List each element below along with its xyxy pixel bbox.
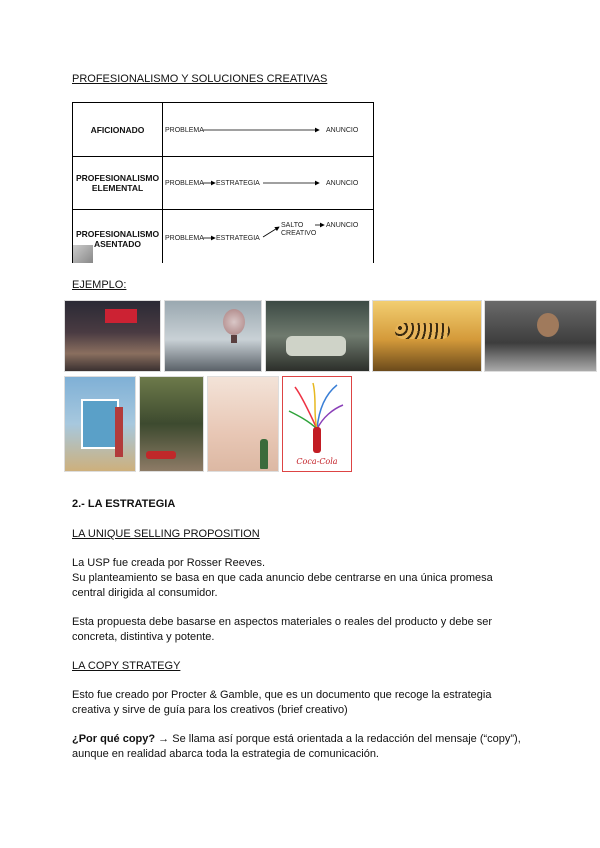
copy-line-2: creativa y sirve de guía para los creativos (brief creativo)	[72, 704, 348, 716]
usp-para2-line-2: concreta, distintiva y potente.	[72, 631, 215, 643]
step-problema: PROBLEMA	[165, 127, 204, 134]
section-title: PROFESIONALISMO Y SOLUCIONES CREATIVAS	[72, 73, 328, 85]
example-title: EJEMPLO:	[72, 279, 127, 291]
copy-strategy-title: LA COPY STRATEGY	[72, 660, 181, 672]
step-anuncio: ANUNCIO	[326, 180, 359, 187]
step-salto-creativo: SALTO CREATIVO	[281, 222, 317, 237]
copy-line-4: aunque en realidad abarca toda la estrategia de comunicación.	[72, 748, 379, 760]
step-anuncio: ANUNCIO	[326, 127, 359, 134]
step-estrategia: ESTRATEGIA	[216, 235, 260, 242]
step-estrategia: ESTRATEGIA	[216, 180, 260, 187]
ad-image-hallway	[139, 376, 204, 472]
ad-image-postcard	[64, 376, 136, 472]
step-anuncio: ANUNCIO	[326, 222, 359, 229]
usp-title: LA UNIQUE SELLING PROPOSITION	[72, 528, 260, 540]
usp-line-3: central dirigida al consumidor.	[72, 587, 218, 599]
ad-image-cheetah	[372, 300, 482, 372]
ad-image-neck-bottle	[207, 376, 279, 472]
row-label-asentado: PROFESIONALISMO ASENTADO	[75, 229, 160, 249]
ad-image-man-bus	[484, 300, 597, 372]
section-heading-estrategia: 2.- LA ESTRATEGIA	[72, 498, 176, 510]
strategy-diagram	[72, 102, 374, 263]
usp-line-1: La USP fue creada por Rosser Reeves.	[72, 557, 266, 569]
step-problema: PROBLEMA	[165, 180, 204, 187]
copy-question-rest: → Se llama así porque está orientada a la redacción del mensaje (“copy”),	[155, 733, 521, 745]
ad-image-bed	[265, 300, 370, 372]
row-label-aficionado: AFICIONADO	[90, 125, 145, 135]
copy-question-line	[72, 732, 521, 747]
copy-line-1: Esto fue creado por Procter & Gamble, que es un documento que recoge la estrategia	[72, 689, 492, 701]
coca-cola-logo-text: Coca-Cola	[296, 457, 338, 466]
arrow	[263, 227, 279, 237]
usp-line-2: Su planteamiento se basa en que cada anuncio debe centrarse en una única promesa	[72, 572, 493, 584]
copy-question-bold: ¿Por qué copy?	[72, 733, 156, 745]
hand-image-fragment	[73, 245, 93, 263]
usp-para2-line-1: Esta propuesta debe basarse en aspectos materiales o reales del producto y debe ser	[72, 616, 493, 628]
diagram-arrows	[73, 103, 373, 263]
ad-image-coca-cola	[282, 376, 352, 472]
step-problema: PROBLEMA	[165, 235, 204, 242]
ad-image-car-scene	[64, 300, 161, 372]
ad-image-balloon	[164, 300, 262, 372]
row-label-elemental: PROFESIONALISMO ELEMENTAL	[75, 173, 160, 193]
